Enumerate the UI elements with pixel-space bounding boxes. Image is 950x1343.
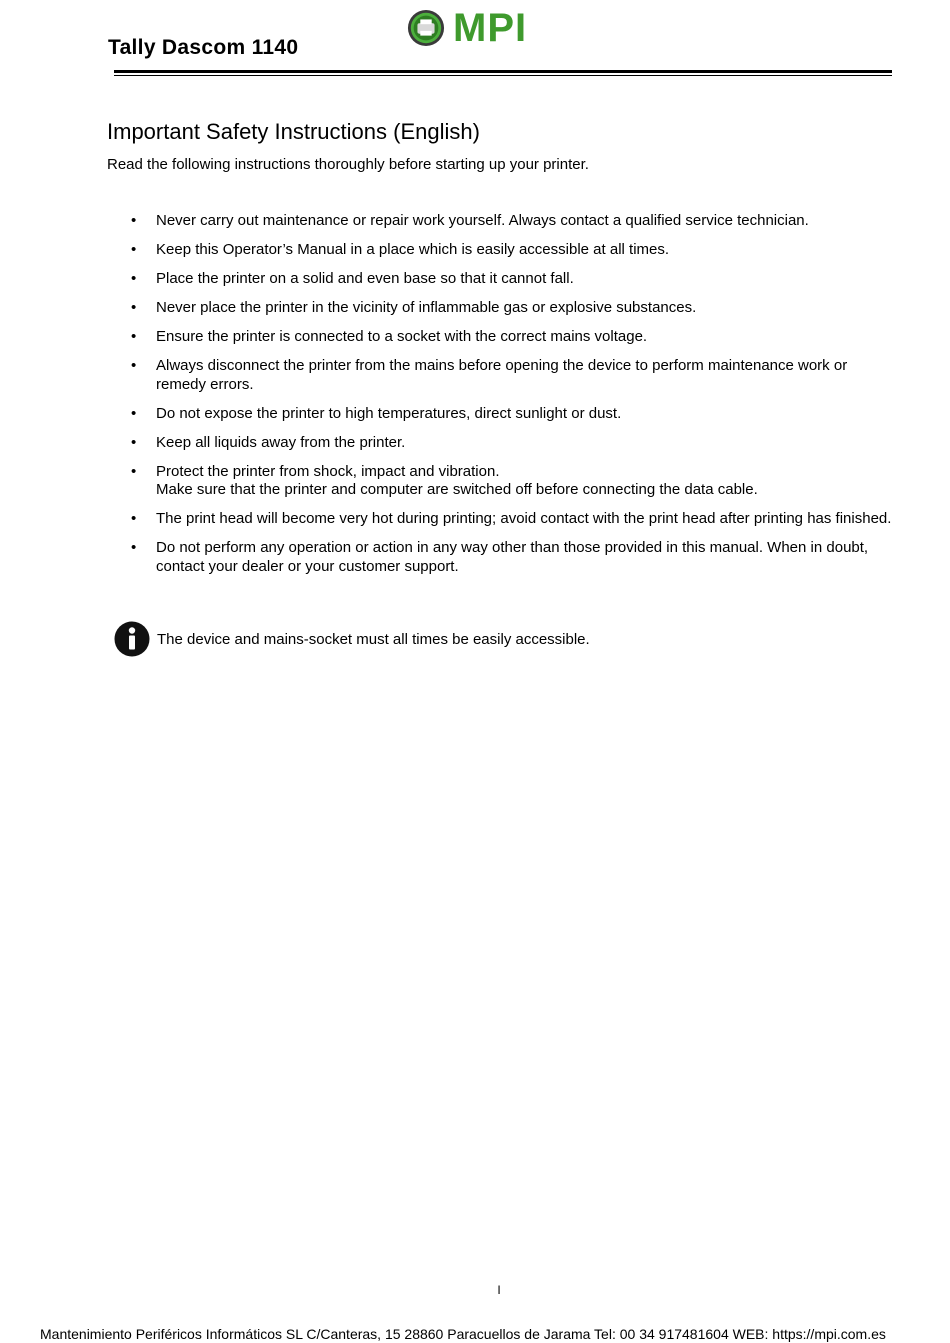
- bullet-icon: •: [131, 212, 137, 229]
- mpi-logo: [407, 8, 527, 48]
- list-item-text: Protect the printer from shock, impact and vibration.: [156, 462, 500, 480]
- bullet-icon: •: [131, 539, 137, 556]
- list-item-text: Always disconnect the printer from the mains before opening the device to perform maintenance work or remedy errors.: [156, 357, 848, 393]
- list-item-text: Do not expose the printer to high temperatures, direct sunlight or dust.: [156, 404, 622, 422]
- list-item: [107, 212, 897, 231]
- list-item: [107, 357, 897, 394]
- bullet-icon: •: [131, 328, 137, 345]
- list-item: [107, 510, 897, 529]
- bullet-icon: •: [131, 433, 137, 451]
- bullet-icon: •: [131, 404, 137, 422]
- list-item: [107, 405, 897, 424]
- notice: [114, 621, 590, 657]
- footer-text: Mantenimiento Periféricos Informáticos SL C/Canteras, 15 28860 Paracuellos de Jarama Tel: 00 34 917481604 WEB: https://mpi.com.es: [40, 1326, 886, 1342]
- list-item: [107, 270, 897, 289]
- safety-instructions-list: [107, 212, 897, 587]
- page-number: I: [497, 1283, 501, 1297]
- intro-text: Read the following instructions thoroughly before starting up your printer.: [107, 156, 589, 173]
- notice-text: The device and mains-socket must all times be easily accessible.: [157, 630, 590, 648]
- bullet-icon: •: [131, 357, 137, 374]
- list-item-text: Never place the printer in the vicinity of inflammable gas or explosive substances.: [156, 299, 697, 316]
- bullet-icon: •: [131, 241, 137, 258]
- list-item: [107, 434, 897, 453]
- list-item: [107, 241, 897, 260]
- list-item: [107, 463, 897, 500]
- list-item: [107, 539, 897, 576]
- header-rule: [114, 70, 892, 73]
- list-item: [107, 299, 897, 318]
- logo-wordmark: MPI: [453, 6, 528, 50]
- list-item-text: Ensure the printer is connected to a socket with the correct mains voltage.: [156, 328, 648, 345]
- list-item: [107, 328, 897, 347]
- printer-logo-icon: [407, 9, 445, 47]
- section-heading: Important Safety Instructions (English): [107, 119, 480, 144]
- list-item-text: The print head will become very hot during printing; avoid contact with the print head after printing has finished.: [156, 510, 892, 527]
- list-item-text: Make sure that the printer and computer are switched off before connecting the data cable.: [156, 481, 758, 498]
- info-icon: [114, 621, 150, 657]
- list-item-text: Do not perform any operation or action in any way other than those provided in this manual. When in doubt, contact your dealer or your customer support.: [156, 539, 869, 575]
- list-item-text: Keep all liquids away from the printer.: [156, 433, 406, 451]
- bullet-icon: •: [131, 510, 137, 527]
- list-item-text: Keep this Operator’s Manual in a place which is easily accessible at all times.: [156, 241, 670, 258]
- bullet-icon: •: [131, 462, 137, 480]
- list-item-text: Never carry out maintenance or repair work yourself. Always contact a qualified service technician.: [156, 212, 809, 229]
- bullet-icon: •: [131, 299, 137, 316]
- list-item-text: Place the printer on a solid and even base so that it cannot fall.: [156, 270, 574, 287]
- document-title: Tally Dascom 1140: [108, 36, 299, 59]
- bullet-icon: •: [131, 270, 137, 287]
- header-rule-thin: [114, 75, 892, 76]
